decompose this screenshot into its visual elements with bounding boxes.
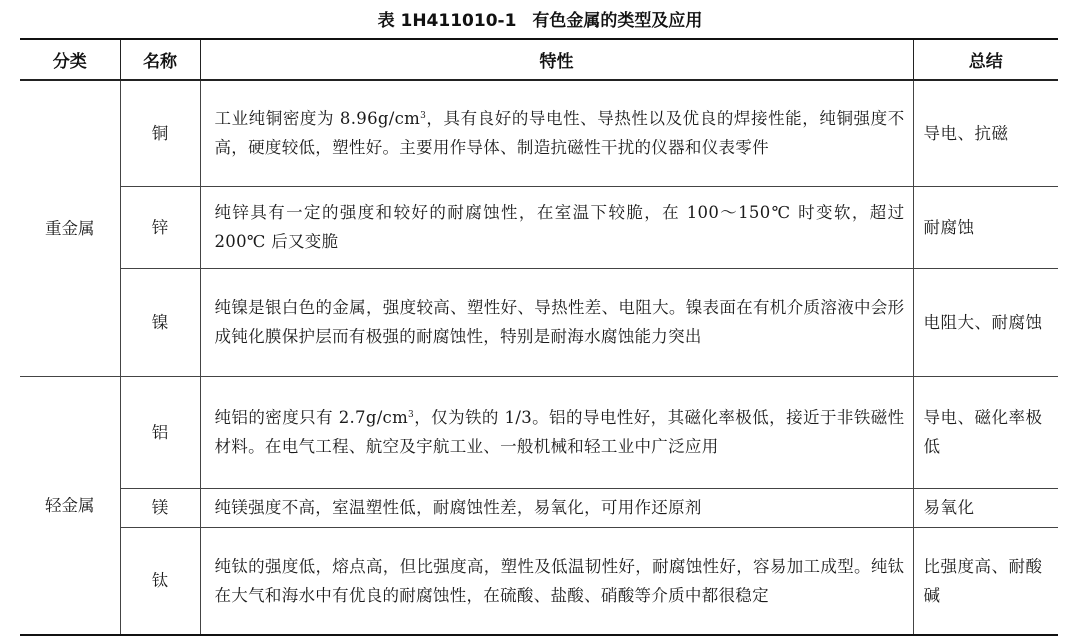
metal-property: 纯钛的强度低，熔点高，但比强度高，塑性及低温韧性好，耐腐蚀性好，容易加工成型。纯钛在大气和海水中有优良的耐腐蚀性，在硫酸、盐酸、硝酸等介质中都很稳定 <box>200 527 913 635</box>
metal-summary: 耐腐蚀 <box>913 186 1058 268</box>
category-heavy-metal: 重金属 <box>20 80 120 376</box>
metal-name: 镁 <box>120 488 200 527</box>
metal-summary: 易氧化 <box>913 488 1058 527</box>
nonferrous-metals-table <box>20 38 1058 636</box>
metal-name: 钛 <box>120 527 200 635</box>
category-light-metal: 轻金属 <box>20 376 120 635</box>
table-row-copper <box>20 80 1058 186</box>
table-row-zinc <box>20 186 1058 268</box>
metal-summary: 电阻大、耐腐蚀 <box>913 268 1058 376</box>
metal-name: 铝 <box>120 376 200 488</box>
metal-summary: 导电、磁化率极低 <box>913 376 1058 488</box>
table-row-magnesium <box>20 488 1058 527</box>
metal-property: 纯锌具有一定的强度和较好的耐腐蚀性，在室温下较脆，在 100～150℃ 时变软，超过 200℃ 后又变脆 <box>200 186 913 268</box>
table-number: 表 1H411010-1 <box>377 11 517 31</box>
metal-property: 纯镁强度不高，室温塑性低，耐腐蚀性差，易氧化，可用作还原剂 <box>200 488 913 527</box>
metal-property: 纯铝的密度只有 $2.7g/cm^3$，仅为铁的 1/3。铝的导电性好，其磁化率极低，接近于非铁磁性材料。在电气工程、航空及宇航工业、一般机械和轻工业中广泛应用 <box>200 376 913 488</box>
table-caption <box>0 6 1080 31</box>
table-header <box>20 39 1058 80</box>
table-row-nickel <box>20 268 1058 376</box>
table-row-titanium <box>20 527 1058 635</box>
header-summary: 总结 <box>913 39 1058 80</box>
metal-summary: 导电、抗磁 <box>913 80 1058 186</box>
metal-name: 锌 <box>120 186 200 268</box>
header-category: 分类 <box>20 39 120 80</box>
metal-property: 纯镍是银白色的金属，强度较高、塑性好、导热性差、电阻大。镍表面在有机介质溶液中会形成钝化膜保护层而有极强的耐腐蚀性，特别是耐海水腐蚀能力突出 <box>200 268 913 376</box>
metal-property: 工业纯铜密度为 $8.96g/cm^3$，具有良好的导电性、导热性以及优良的焊接性能，纯铜强度不高，硬度较低，塑性好。主要用作导体、制造抗磁性干扰的仪器和仪表零件 <box>200 80 913 186</box>
header-name: 名称 <box>120 39 200 80</box>
header-property: 特性 <box>200 39 913 80</box>
table-row-aluminum <box>20 376 1058 488</box>
table-title: 有色金属的类型及应用 <box>532 11 703 31</box>
metal-name: 铜 <box>120 80 200 186</box>
metal-name: 镍 <box>120 268 200 376</box>
metal-summary: 比强度高、耐酸碱 <box>913 527 1058 635</box>
